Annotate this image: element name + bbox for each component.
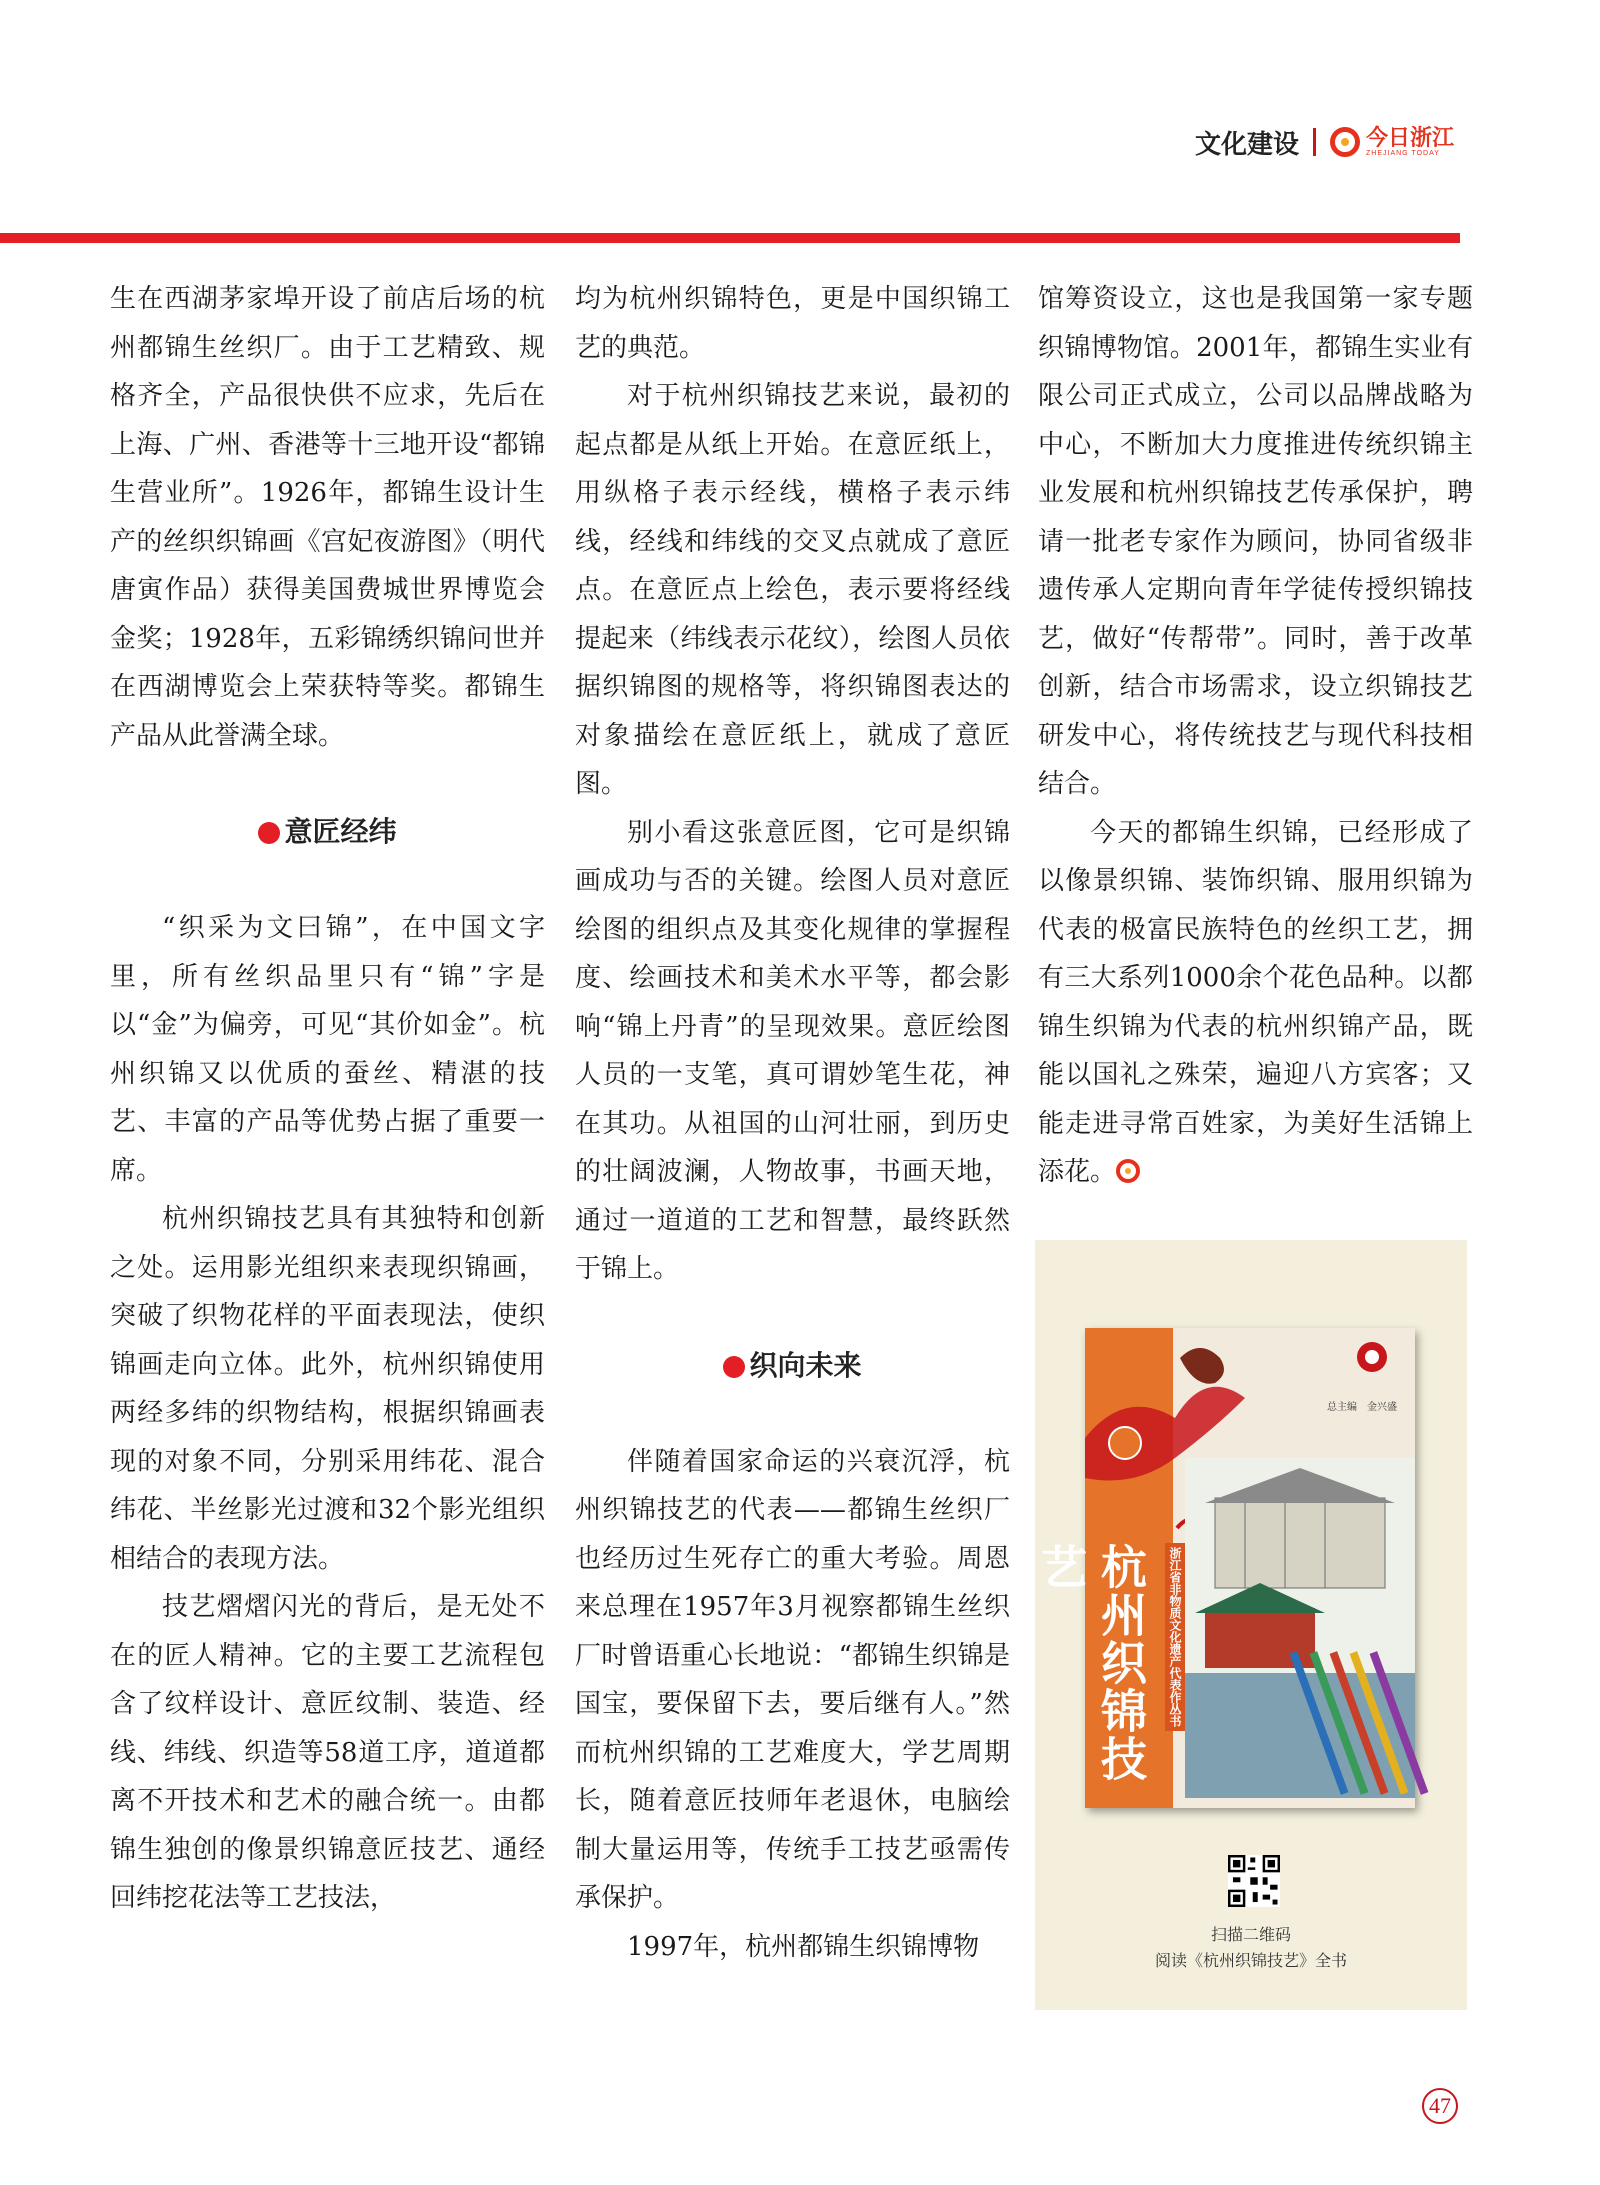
publisher-emblem-icon bbox=[1357, 1342, 1387, 1372]
book-series: 浙江省非物质文化遗产代表作丛书 bbox=[1165, 1543, 1185, 1731]
qr-caption: 扫描二维码 bbox=[1210, 1925, 1291, 1944]
book-editor: 总主编 金兴盛 bbox=[1327, 1402, 1397, 1413]
paragraph: 技艺熠熠闪光的背后，是无处不在的匠人精神。它的主要工艺流程包含了纹样设计、意匠纹制、装造、经线、纬线、织造等58道工序，道道都离不开技术和艺术的融合统一。由都锦生独创的像景织锦意匠技艺、通经回纬挖花法等工艺技法， bbox=[110, 1592, 545, 1913]
page-header bbox=[1195, 122, 1454, 162]
bullet-dot-icon bbox=[723, 1356, 745, 1378]
paragraph: 杭州织锦技艺具有其独特和创新之处。运用影光组织来表现织锦画，突破了织物花样的平面表现法，使织锦画走向立体。此外，杭州织锦使用两经多纬的织物结构，根据织锦画表现的对象不同，分别采用纬花、混合纬花、半丝影光过渡和32个影光组织相结合的表现方法。 bbox=[110, 1204, 545, 1574]
section-heading-2: 织向未来 bbox=[575, 1342, 1010, 1390]
book-cover[interactable] bbox=[1034, 1328, 1415, 1808]
book-title: 杭州织锦技艺 bbox=[1034, 1543, 1148, 1783]
book-sidebar bbox=[1035, 1240, 1467, 2010]
paragraph: 别小看这张意匠图，它可是织锦画成功与否的关键。绘图人员对意匠绘图的组织点及其变化规律的掌握程度、绘画技术和美术水平等，都会影响“锦上丹青”的呈现效果。意匠绘图人员的一支笔，真可谓妙笔生花，神在其功。从祖国的山河壮丽，到历史的壮阔波澜，人物故事，书画天地，通过一道道的工艺和智慧，最终跃然于锦上。 bbox=[575, 817, 1010, 1284]
cover-illustration bbox=[1185, 1458, 1415, 1798]
paragraph: 均为杭州织锦特色，更是中国织锦工艺的典范。 bbox=[575, 284, 1010, 363]
qr-subcaption: 阅读《杭州织锦技艺》全书 bbox=[1154, 1951, 1347, 1970]
logo-icon bbox=[1330, 127, 1360, 157]
column-3 bbox=[1038, 275, 1473, 1197]
header-rule bbox=[0, 233, 1460, 243]
paragraph: 今天的都锦生织锦，已经形成了以像景织锦、装饰织锦、服用织锦为代表的极富民族特色的丝织工艺，拥有三大系列1000余个花色品种。以都锦生织锦为代表的杭州织锦产品，既能以国礼之殊荣，遍迎八方宾客；又能走进寻常百姓家，为美好生活锦上添花。 bbox=[1038, 817, 1473, 1187]
section-heading-1: 意匠经纬 bbox=[110, 808, 545, 856]
paragraph: 生在西湖茅家埠开设了前店后场的杭州都锦生丝织厂。由于工艺精致、规格齐全，产品很快供不应求，先后在上海、广州、香港等十三地开设“都锦生营业所”。1926年，都锦生设计生产的丝织织锦画《宫妃夜游图》（明代唐寅作品）获得美国费城世界博览会金奖；1928年，五彩锦绣织锦问世并在西湖博览会上荣获特等奖。都锦生产品从此誉满全球。 bbox=[110, 284, 545, 751]
paragraph: “织采为文曰锦”，在中国文字里，所有丝织品里只有“锦”字是以“金”为偏旁，可见“其价如金”。杭州织锦又以优质的蚕丝、精湛的技艺、丰富的产品等优势占据了重要一席。 bbox=[110, 913, 545, 1186]
section-name: 文化建设 bbox=[1195, 129, 1300, 160]
paragraph: 1997年，杭州都锦生织锦博物 bbox=[627, 1931, 980, 1962]
magazine-logo bbox=[1330, 127, 1454, 157]
logo-cn: 今日浙江 bbox=[1366, 125, 1455, 151]
paragraph: 伴随着国家命运的兴衰沉浮，杭州织锦技艺的代表——都锦生丝织厂也经历过生死存亡的重大考验。周恩来总理在1957年3月视察都锦生丝织厂时曾语重心长地说：“都锦生织锦是国宝，要保留下去，要后继有人。”然而杭州织锦的工艺难度大，学艺周期长，随着意匠技师年老退休，电脑绘制大量运用等，传统手工技艺亟需传承保护。 bbox=[575, 1446, 1010, 1913]
page-number: 47 bbox=[1422, 2088, 1458, 2124]
column-2 bbox=[575, 275, 1010, 1971]
logo-en: ZHEJIANG TODAY bbox=[1366, 149, 1440, 157]
qr-code-icon[interactable] bbox=[1228, 1855, 1280, 1907]
header-divider bbox=[1313, 128, 1316, 156]
paragraph: 馆筹资设立，这也是我国第一家专题织锦博物馆。2001年，都锦生实业有限公司正式成立，公司以品牌战略为中心，不断加大力度推进传统织锦主业发展和杭州织锦技艺传承保护，聘请一批老专家作为顾问，协同省级非遗传承人定期向青年学徒传授织锦技艺，做好“传帮带”。同时，善于改革创新，结合市场需求，设立织锦技艺研发中心，将传统技艺与现代科技相结合。 bbox=[1038, 284, 1473, 799]
bullet-dot-icon bbox=[258, 822, 280, 844]
end-mark-icon bbox=[1116, 1159, 1140, 1183]
column-1 bbox=[110, 275, 545, 1923]
paragraph: 对于杭州织锦技艺来说，最初的起点都是从纸上开始。在意匠纸上，用纵格子表示经线，横格子表示纬线，经线和纬线的交叉点就成了意匠点。在意匠点上绘色，表示要将经线提起来（纬线表示花纹），绘图人员依据织锦图的规格等，将织锦图表达的对象描绘在意匠纸上，就成了意匠图。 bbox=[575, 381, 1010, 799]
